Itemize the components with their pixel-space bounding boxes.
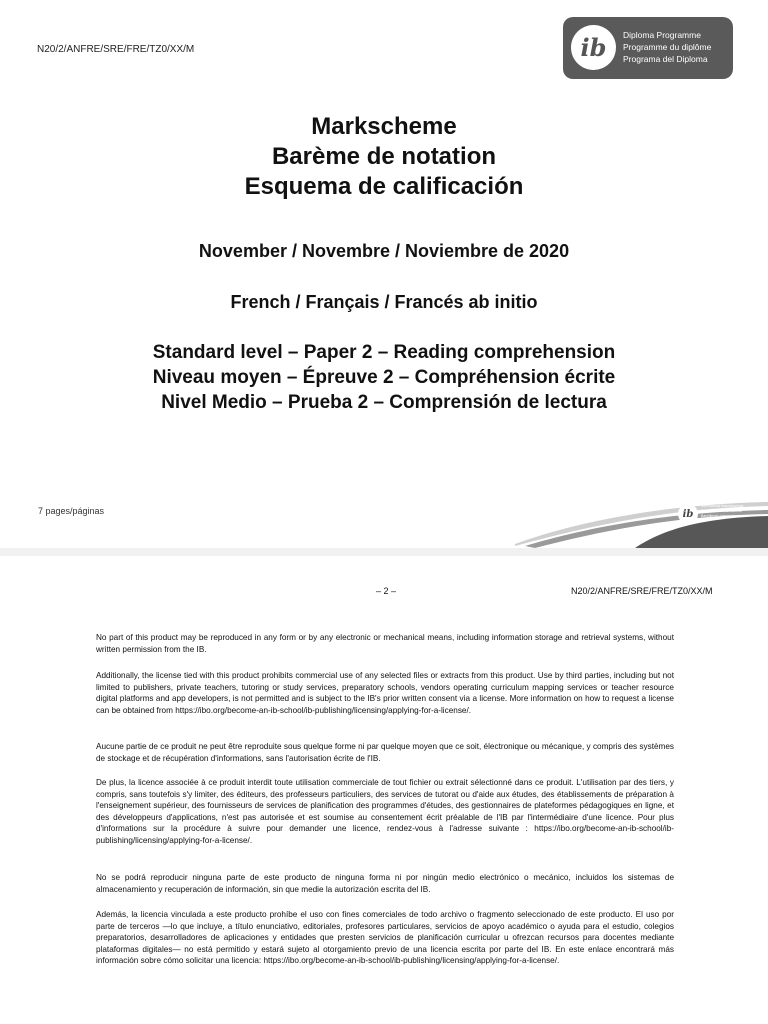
footer-logo-text: International Baccalaureate Baccalauréat International Bachillerato Internacional: [701, 504, 744, 518]
title-fr: Barème de notation: [271, 143, 497, 170]
copyright-paragraph-fr-1: Aucune partie de ce produit ne peut être reproduite sous quelque forme ni par quelque moyen que ce soit, électronique ou mécanique, y compris des systèmes de stockage et de récupération d'informations, sans l'autorisation écrite de l'IB.: [96, 742, 674, 763]
exam-subject: French / Français / Francés ab initio: [230, 292, 538, 312]
document-reference: N20/2/ANFRE/SRE/FRE/TZ0/XX/M: [37, 44, 195, 55]
level-en: Standard level – Paper 2 – Reading comprehension: [152, 342, 616, 363]
logo-line-en: Diploma Programme: [623, 30, 701, 40]
title-en: Markscheme: [311, 113, 457, 140]
copyright-paragraph-fr-2: De plus, la licence associée à ce produit interdit toute utilisation commerciale de tout fichier ou extrait sélectionné dans ce produit. L'utilisation par des tiers, y compris, sans toutefois s'y limiter, des éditeurs, des professeurs particuliers, des services de tutorat ou d'aide aux études, des établissements de préparation à l'enseignement supérieur, des fournisseurs de services de planification des programmes d'études, des gestionnaires de plateformes pédagogiques en ligne, et des développeurs d'applications, n'est pas autorisée et est soumise au consentement écrit préalable de l'IB par l'intermédiaire d'une licence. Pour plus d'informations sur la procédure à suivre pour demander une licence, rendez-vous à l'adresse suivante : https://ibo.org/become-an-ib-school/ib-publishing/licensing/applying-for-a-license/.: [96, 778, 674, 845]
page-count: 7 pages/páginas: [38, 506, 105, 516]
page-separator: [0, 548, 768, 556]
title-es: Esquema de calificación: [244, 173, 524, 200]
page-number: – 2 –: [376, 586, 397, 596]
copyright-paragraph-en-2: Additionally, the license tied with this product prohibits commercial use of any selected files or extracts from this product. Use by third parties, including but not limited to publishers, private teachers, tutoring or study services, preparatory schools, vendors operating curriculum mapping services or teacher resource digital platforms and app developers, is not permitted and is subject to the IB's prior written consent via a license. More information on how to request a license can be obtained from https://ibo.org/become-an-ib-school/ib-publishing/licensing/applying-for-a-license/.: [96, 671, 674, 715]
ib-footer-logo-icon: ib: [678, 504, 698, 524]
document-reference-p2: N20/2/ANFRE/SRE/FRE/TZ0/XX/M: [571, 586, 713, 596]
logo-line-fr: Programme du diplôme: [623, 42, 712, 52]
level-es: Nivel Medio – Prueba 2 – Comprensión de lectura: [161, 392, 607, 413]
ib-logo-icon: ib: [571, 25, 616, 70]
ib-diploma-logo: [563, 17, 733, 79]
copyright-paragraph-en-1: No part of this product may be reproduced in any form or by any electronic or mechanical means, including information storage and retrieval systems, without written permission from the IB.: [96, 633, 674, 654]
footer-swoosh-graphic: [515, 492, 768, 548]
copyright-paragraph-es-2: Además, la licencia vinculada a este producto prohíbe el uso con fines comerciales de todo archivo o fragmento seleccionado de este producto. El uso por parte de terceros —lo que incluye, a título enunciativo, editoriales, profesores particulares, servicios de apoyo académico o ayuda para el estudio, colegios preparatorios, desarrolladores de aplicaciones y entidades que presten servicios de planificación curricular u ofrezcan recursos para docentes mediante plataformas digitales— no está permitido y estará sujeto al otorgamiento previo de una licencia escrita por parte del IB. En este enlace encontrará más información sobre cómo solicitar una licencia: https://ibo.org/become-an-ib-school/ib-publishing/licensing/applying-for-a-license/.: [96, 910, 674, 966]
copyright-page: [0, 556, 768, 1024]
level-fr: Niveau moyen – Épreuve 2 – Compréhension écrite: [152, 367, 616, 388]
exam-session: November / Novembre / Noviembre de 2020: [198, 241, 570, 261]
exam-level: [0, 340, 768, 415]
copyright-paragraph-es-1: No se podrá reproducir ninguna parte de este producto de ninguna forma ni por ningún medio electrónico o mecánico, incluidos los sistemas de almacenamiento y recuperación de información, sin que medie la autorización escrita del IB.: [96, 873, 674, 894]
logo-line-es: Programa del Diploma: [623, 54, 708, 64]
document-title: [0, 112, 768, 202]
